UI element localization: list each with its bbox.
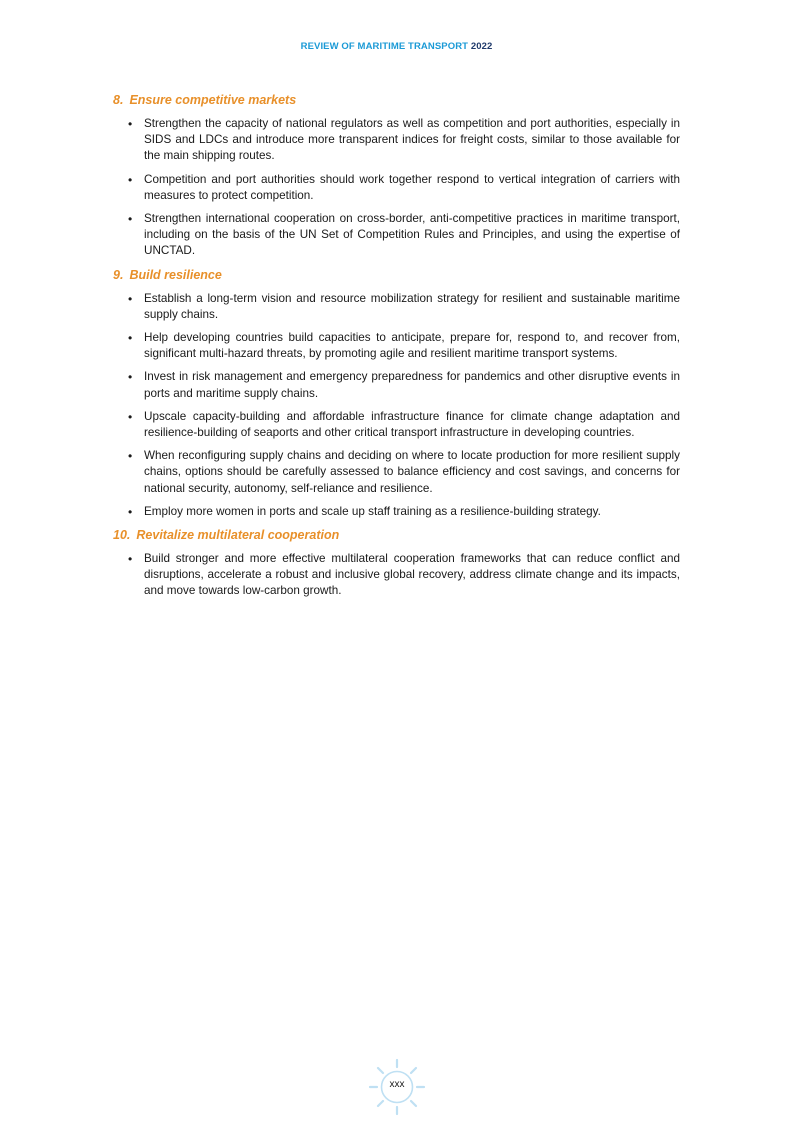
- bullet-list: [113, 116, 680, 260]
- page-number-badge: [368, 1058, 426, 1116]
- list-item: • Help developing countries build capacities to anticipate, prepare for, respond to, and recover from, significant multi-hazard threats, by promoting agile and resilient maritime transport systems.: [113, 330, 680, 362]
- running-header: [0, 41, 793, 52]
- list-item: • Strengthen international cooperation on cross-border, anti-competitive practices in maritime transport, including on the basis of the UN Set of Competition Rules and Principles, and using the expertise of UNCTAD.: [113, 211, 680, 260]
- list-item: • Upscale capacity-building and affordable infrastructure finance for climate change adaptation and resilience-building of seaports and other critical transport infrastructure in developing countries.: [113, 409, 680, 441]
- section-heading: [113, 527, 680, 543]
- section-title: Revitalize multilateral cooperation: [136, 528, 340, 543]
- list-item: • Establish a long-term vision and resource mobilization strategy for resilient and sustainable maritime supply chains.: [113, 291, 680, 323]
- section-heading: [113, 92, 680, 108]
- page-number: xxx: [389, 1079, 405, 1090]
- section-10: [113, 527, 680, 600]
- section-heading: [113, 267, 680, 283]
- list-item: • Build stronger and more effective multilateral cooperation frameworks that can reduce conflict and disruptions, accelerate a robust and inclusive global recovery, address climate change and its impacts, and move towards low-carbon growth.: [113, 551, 680, 600]
- section-number: 8.: [113, 93, 124, 107]
- section-8: [113, 92, 680, 260]
- list-item: • Invest in risk management and emergency preparedness for pandemics and other disruptive events in ports and maritime supply chains.: [113, 369, 680, 401]
- list-item: • Employ more women in ports and scale up staff training as a resilience-building strategy.: [113, 504, 680, 520]
- list-item: • When reconfiguring supply chains and deciding on where to locate production for more resilient supply chains, options should be carefully assessed to balance efficiency and cost savings, and concerns for national security, autonomy, self-reliance and resilience.: [113, 448, 680, 497]
- section-title: Ensure competitive markets: [129, 93, 297, 107]
- section-number: 9.: [113, 267, 124, 282]
- list-item: • Strengthen the capacity of national regulators as well as competition and port authorities, especially in SIDS and LDCs and introduce more transparent indices for freight costs, similar to those available for the main shipping routes.: [113, 116, 680, 165]
- publication-year: 2022: [470, 41, 493, 52]
- bullet-list: [113, 551, 680, 600]
- bullet-list: [113, 291, 680, 520]
- page-content: [113, 92, 680, 607]
- section-title: Build resilience: [129, 267, 222, 282]
- list-item: • Competition and port authorities should work together respond to vertical integration of carriers with measures to protect competition.: [113, 172, 680, 204]
- section-9: [113, 267, 680, 520]
- section-number: 10.: [113, 528, 131, 543]
- publication-title: REVIEW OF MARITIME TRANSPORT: [300, 41, 469, 52]
